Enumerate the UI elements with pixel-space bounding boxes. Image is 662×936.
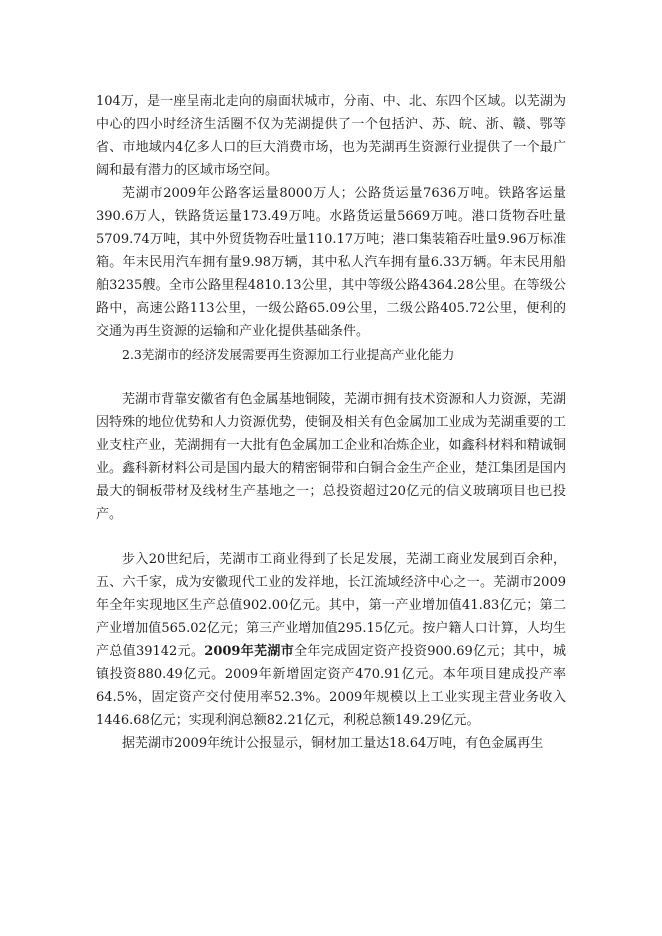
economy-text-part-1: 步入20世纪后，芜湖市工商业得到了长足发展，芜湖工商业发展到百余种，五、六千家，成为安徽现代工业的发祥地，长江流域经济中心之一。芜湖市2009年全年实现地区生产总值902.00亿元。其中，第一产业增加值41.83亿元；第二产业增加值565.02亿元；第三产业增加值295.15亿元。按户籍人口计算，人均生产总值39142元。 xyxy=(96,552,566,659)
section-heading-2-3: 2.3芜湖市的经济发展需要再生资源加工行业提高产业化能力 xyxy=(122,347,455,362)
paragraph-transport-stats: 芜湖市2009年公路客运量8000万人；公路货运量7636万吨。铁路客运量390.6万人，铁路货运量173.49万吨。水路货运量5669万吨。港口货物吞吐量5709.74万吨，其中外贸货物吞吐量110.17万吨；港口集装箱吞吐量9.96万标准箱。年末民用汽车拥有量9.98万辆，其中私人汽车拥有量6.33万辆。年末民用船舶3235艘。全市公路里程4810.13公里，其中等级公路4364.28公里。在等级公路中，高速公路113公里，一级公路65.09公里，二级公路405.72公里，便利的交通为再生资源的运输和产业化提供基础条件。 xyxy=(96,186,566,339)
paragraph-region-market: 104万，是一座呈南北走向的扇面状城市，分南、中、北、东四个区域。以芜湖为中心的四小时经济生活圈不仅为芜湖提供了一个包括沪、苏、皖、浙、赣、鄂等省、市地域内4亿多人口的巨大消费市场，也为芜湖再生资源行业提供了一个最广阔和最有潜力的区域市场空间。 xyxy=(96,94,566,178)
economy-bold-year: 2009年芜湖市 xyxy=(204,644,295,659)
paragraph-metal-industry: 芜湖市背靠安徽省有色金属基地铜陵，芜湖市拥有技术资源和人力资源，芜湖因特殊的地位优势和人力资源优势，使铜及相关有色金属加工业成为芜湖重要的工业支柱产业，芜湖拥有一大批有色金属加工企业和冶炼企业，如鑫科材料和精诚铜业。鑫科新材料公司是国内最大的精密铜带和白铜合金生产企业，楚江集团是国内最大的铜板带材及线材生产基地之一；总投资超过20亿元的信义玻璃项目也已投产。 xyxy=(96,392,566,522)
paragraph-economy-stats xyxy=(96,548,566,732)
economy-text-part-2: 全年完成固定资产投资900.69亿元；其中，城镇投资880.49亿元。2009年新增固定资产470.91亿元。本年项目建成投产率64.5%，固定资产交付使用率52.3%。2009年规模以上工业实现主营业务收入1446.68亿元；实现利润总额82.21亿元，利税总额149.29亿元。 xyxy=(96,644,566,728)
document-body xyxy=(96,90,566,755)
paragraph-statistics-bulletin: 据芜湖市2009年统计公报显示，铜材加工量达18.64万吨，有色金属再生 xyxy=(122,736,544,751)
